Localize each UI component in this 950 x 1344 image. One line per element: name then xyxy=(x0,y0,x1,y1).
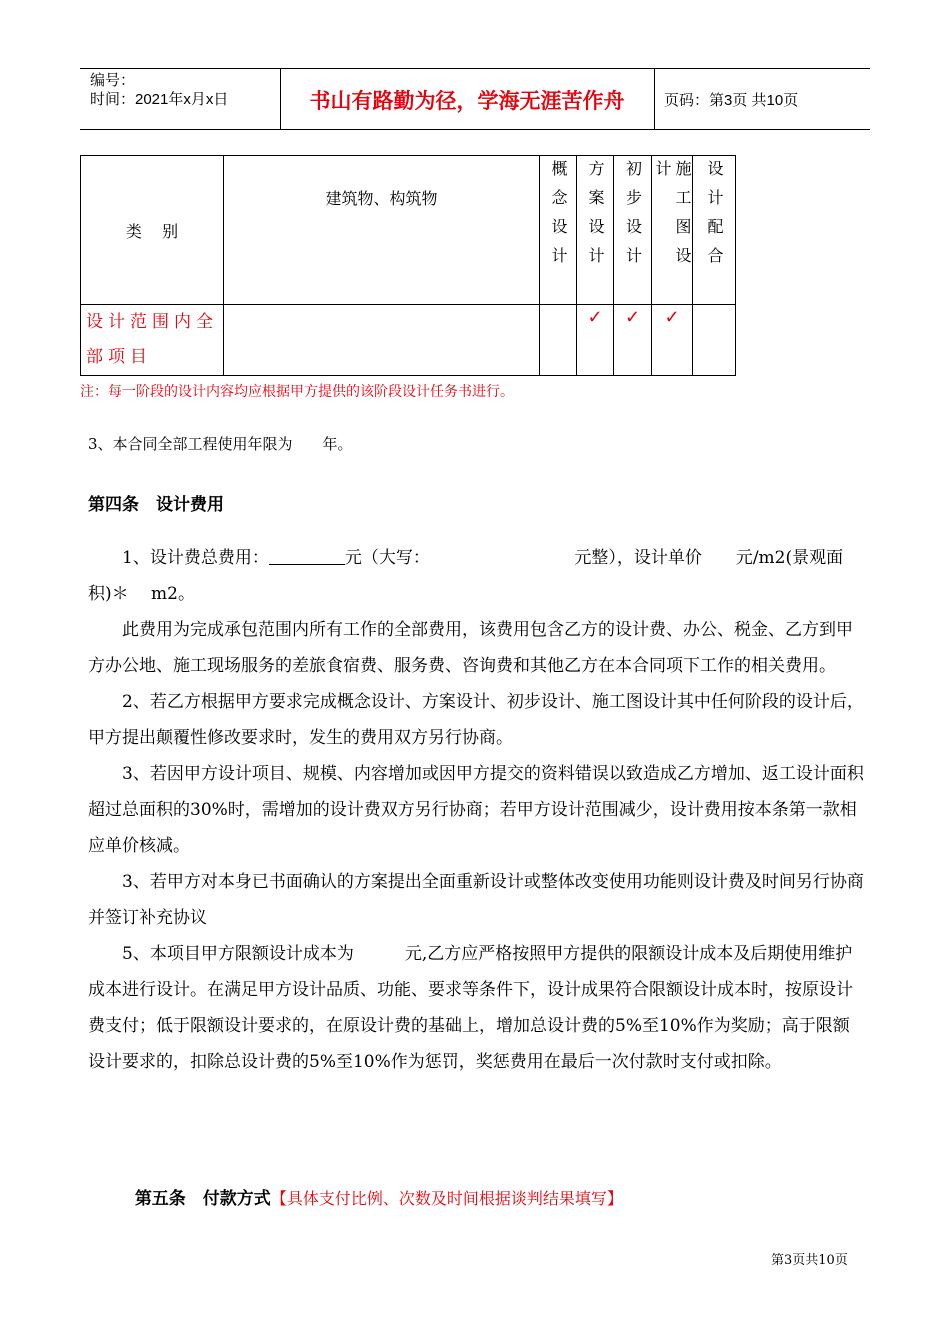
phase-header-scheme: 方案设计 xyxy=(577,156,614,305)
fee-total-paragraph: 1、设计费总费用： 元（大写： 元整），设计单价 元/m2(景观面积)＊ m2。 xyxy=(88,548,844,604)
header-divider xyxy=(654,69,655,129)
page-header xyxy=(80,68,870,130)
table-row xyxy=(81,305,736,376)
time-label: 时间：2021年x月x日 xyxy=(90,91,229,108)
check-icon: ✓ xyxy=(587,307,603,328)
article5-heading xyxy=(124,1164,623,1209)
row-check-concept xyxy=(540,305,577,376)
table-note: 注：每一阶段的设计内容均应根据甲方提供的该阶段设计任务书进行。 xyxy=(80,384,514,400)
number-label: 编号： xyxy=(90,72,136,89)
fee-redesign-paragraph: 3、若甲方对本身已书面确认的方案提出全面重新设计或整体改变使用功能则设计费及时间另行协商并签订补充协议 xyxy=(88,872,864,928)
design-scope-table xyxy=(80,155,736,376)
page-footer: 第3页共10页 xyxy=(771,1253,848,1268)
phase-header-preliminary: 初步设计 xyxy=(614,156,652,305)
category-header: 类 别 xyxy=(81,156,224,305)
fee-increase-paragraph: 3、若因甲方设计项目、规模、内容增加或因甲方提交的资料错误以致造成乙方增加、返工设计面积超过总面积的30%时，需增加的设计费双方另行协商；若甲方设计范围减少，设计费用按本条第一款相应单价核减。 xyxy=(88,764,864,856)
row-label: 设计范围内全部项目 xyxy=(81,305,224,376)
article4-body xyxy=(88,540,866,1080)
article5-note: 【具体支付比例、次数及时间根据谈判结果填写】 xyxy=(270,1189,623,1208)
phase-header-construction: 施工图设计 xyxy=(652,156,693,305)
article4-title: 第四条 设计费用 xyxy=(88,495,224,515)
header-page-label: 页码：第3页 共10页 xyxy=(664,92,799,109)
buildings-header: 建筑物、构筑物 xyxy=(224,156,540,305)
row-buildings-cell xyxy=(224,305,540,376)
check-icon: ✓ xyxy=(664,307,680,328)
fee-blank xyxy=(269,547,345,565)
check-icon: ✓ xyxy=(624,307,641,328)
clause3-item: 3、本合同全部工程使用年限为 年。 xyxy=(88,435,353,453)
table-header-row xyxy=(81,156,736,305)
phase-header-coordination: 设计配合 xyxy=(693,156,736,305)
header-motto: 书山有路勤为径，学海无涯苦作舟 xyxy=(309,89,625,113)
row-check-coordination xyxy=(693,305,736,376)
row-check-preliminary xyxy=(614,305,652,376)
header-left xyxy=(90,71,228,109)
row-check-construction xyxy=(652,305,693,376)
row-check-scheme xyxy=(577,305,614,376)
fee-scope-paragraph: 此费用为完成承包范围内所有工作的全部费用，该费用包含乙方的设计费、办公、税金、乙方到甲方办公地、施工现场服务的差旅食宿费、服务费、咨询费和其他乙方在本合同项下工作的相关费用。 xyxy=(88,620,853,676)
fee-change-paragraph: 2、若乙方根据甲方要求完成概念设计、方案设计、初步设计、施工图设计其中任何阶段的设计后，甲方提出颠覆性修改要求时，发生的费用双方另行协商。 xyxy=(88,692,864,748)
fee-limit-paragraph: 5、本项目甲方限额设计成本为 元,乙方应严格按照甲方提供的限额设计成本及后期使用维护成本进行设计。在满足甲方设计品质、功能、要求等条件下，设计成果符合限额设计成本时，按原设计费支付；低于限额设计要求的，在原设计费的基础上，增加总设计费的5%至10%作为奖励；高于限额设计要求的，扣除总设计费的5%至10%作为惩罚，奖惩费用在最后一次付款时支付或扣除。 xyxy=(88,944,853,1072)
article5-title: 第五条 付款方式 xyxy=(134,1189,271,1209)
phase-header-concept: 概念设计 xyxy=(540,156,577,305)
